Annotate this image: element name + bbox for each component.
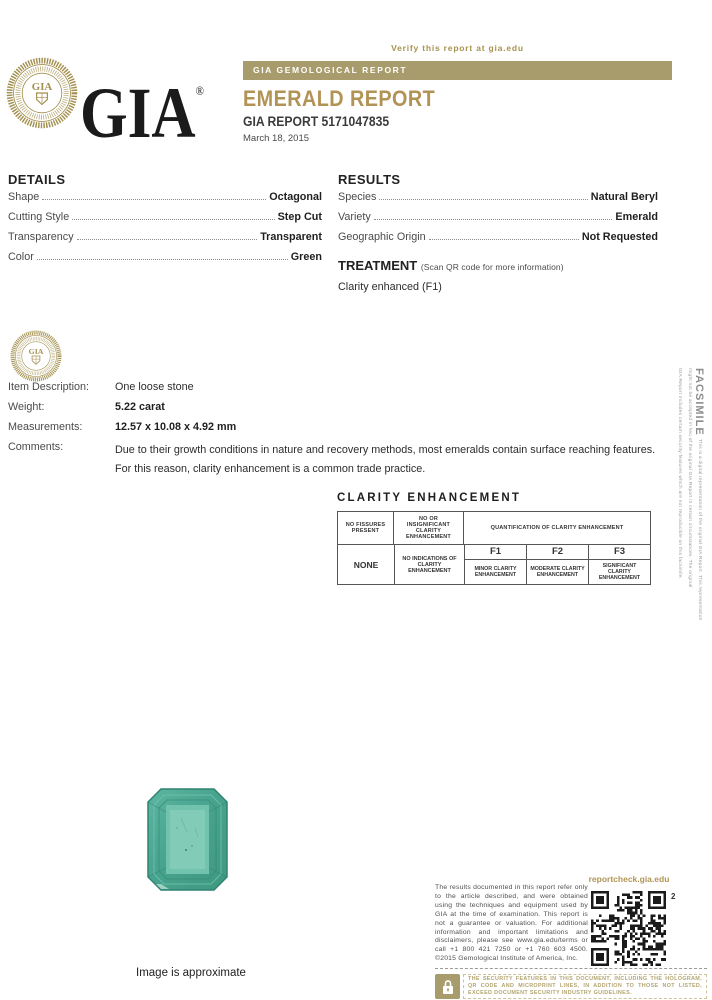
detail-value: Step Cut [277, 211, 322, 223]
reportcheck-link[interactable]: reportcheck.gia.edu [588, 874, 670, 884]
grade-f2 [527, 545, 589, 584]
item-description-label: Item Description: [8, 381, 90, 393]
results-heading: RESULTS [338, 172, 401, 187]
emerald-photo [147, 788, 228, 891]
result-row-variety [338, 211, 658, 231]
lock-icon [435, 974, 460, 999]
treatment-note: (Scan QR code for more information) [420, 262, 564, 272]
result-label: Variety [338, 211, 371, 223]
result-row-geographic-origin [338, 231, 658, 251]
grade-label: SIGNIFICANT CLARITY ENHANCEMENT [598, 563, 641, 581]
report-date: March 18, 2015 [243, 133, 310, 144]
grade-code: F2 [527, 545, 588, 560]
comments-label: Comments: [8, 441, 64, 453]
dotted-leader [72, 219, 274, 220]
clarity-enhancement-heading: CLARITY ENHANCEMENT [337, 492, 522, 504]
clarity-enhancement-table [337, 511, 651, 585]
header-quantification: QUANTIFICATION OF CLARITY ENHANCEMENT [490, 525, 624, 531]
grade-label: MINOR CLARITY ENHANCEMENT [474, 566, 517, 578]
gia-logotype: GIA® [80, 73, 205, 153]
measurements-label: Measurements: [8, 421, 83, 433]
item-description-value: One loose stone [115, 381, 194, 393]
facsimile-sidebar [674, 368, 704, 658]
header-insignificant: NO OR INSIGNIFICANT CLARITY ENHANCEMENT [394, 512, 464, 544]
detail-row-transparency [8, 231, 322, 251]
weight-value: 5.22 carat [115, 401, 165, 413]
facsimile-line2: might not be accepted in lieu of the original GIA Report in certain circumstances. The original [687, 368, 692, 588]
result-value: Not Requested [581, 231, 658, 243]
detail-value: Transparent [260, 231, 322, 243]
report-number: GIA REPORT 5171047835 [243, 114, 390, 129]
result-value: Natural Beryl [590, 191, 658, 203]
result-row-species [338, 191, 658, 211]
detail-row-color [8, 251, 322, 271]
details-heading: DETAILS [8, 172, 66, 187]
result-label: Geographic Origin [338, 231, 426, 243]
dotted-leader [379, 199, 587, 200]
table-body-row [338, 545, 650, 584]
table-header-row [338, 512, 650, 545]
measurements-value: 12.57 x 10.08 x 4.92 mm [115, 421, 237, 433]
weight-label: Weight: [8, 401, 45, 413]
qr-page-number: 2 [671, 892, 676, 901]
detail-value: Green [290, 251, 322, 263]
detail-label: Color [8, 251, 34, 263]
detail-row-cutting-style [8, 211, 322, 231]
grade-f1 [465, 545, 527, 584]
treatment-heading: TREATMENT (Scan QR code for more information) [338, 258, 564, 273]
qr-code-icon [591, 891, 666, 966]
result-label: Species [338, 191, 377, 203]
footer-divider [435, 968, 707, 969]
results-list [338, 191, 658, 251]
grade-label: MODERATE CLARITY ENHANCEMENT [530, 566, 585, 578]
dotted-leader [37, 259, 288, 260]
details-list [8, 191, 322, 271]
facsimile-line3: GIA Report includes certain security features which are not reproducible on this facsimile. [677, 368, 682, 580]
detail-label: Shape [8, 191, 40, 203]
grade-f3 [589, 545, 650, 584]
dotted-leader [374, 219, 613, 220]
grade-code: F1 [465, 545, 526, 560]
dotted-leader [429, 239, 579, 240]
detail-label: Cutting Style [8, 211, 70, 223]
dotted-leader [77, 239, 258, 240]
report-title: EMERALD REPORT [243, 86, 436, 111]
security-footer [435, 974, 707, 999]
detail-label: Transparency [8, 231, 74, 243]
treatment-value: Clarity enhanced (F1) [338, 281, 442, 293]
gia-seal-logo-icon [6, 57, 78, 129]
facsimile-line1-text: This is a digital representation of the original GIA Report. This representation [697, 438, 702, 621]
dotted-leader [42, 199, 266, 200]
registered-mark: ® [195, 83, 205, 98]
grade-columns [465, 545, 650, 584]
header-no-fissures: NO FISSURES PRESENT [338, 512, 394, 544]
report-type-banner: GIA GEMOLOGICAL REPORT [243, 61, 672, 80]
disclaimer-text: The results documented in this report refer only to the article described, and were obtained using the techniques and equipment used by GIA at the time of examination. This report is not a guarantee or valuation. For additional information and important limitations and disclaimers, please see www.gia.edu/terms or call +1 800 421 7250 or +1 760 603 4500. ©2015 Gemological Institute of America, Inc. [435, 884, 588, 963]
cell-none: NONE [338, 545, 395, 584]
image-approximate-caption: Image is approximate [136, 967, 246, 979]
cell-no-indications: NO INDICATIONS OF CLARITY ENHANCEMENT [395, 545, 465, 584]
security-statement: THE SECURITY FEATURES IN THIS DOCUMENT, INCLUDING THE HOLOGRAM, QR CODE AND MICROPRINT LINES, IN ADDITION TO THOSE NOT LISTED, EXCEED DOCUMENT SECURITY INDUSTRY GUIDELINES. [463, 974, 707, 999]
detail-value: Octagonal [269, 191, 322, 203]
result-value: Emerald [615, 211, 658, 223]
comments-value: Due to their growth conditions in nature and recovery methods, most emeralds contain surface reaching features. For this reason, clarity enhancement is a common trade practice. [115, 444, 656, 475]
facsimile-title: FACSIMILE [693, 368, 705, 436]
detail-row-shape [8, 191, 322, 211]
gia-seal-watermark-icon [10, 330, 62, 382]
verify-report-link[interactable]: Verify this report at gia.edu [391, 43, 524, 53]
grade-code: F3 [589, 545, 650, 560]
